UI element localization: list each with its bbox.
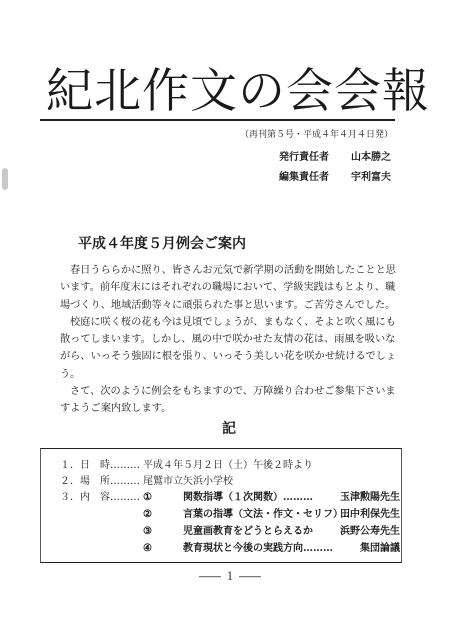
- scan-mark: [2, 168, 8, 190]
- item-topic: 言葉の指導（文法・作文・セリフ）…: [183, 509, 353, 520]
- item-topic: 関数指導（１次関数）………: [183, 492, 313, 503]
- date-label: １．日 時………: [60, 460, 140, 471]
- item-number: ④: [143, 543, 152, 554]
- notice-body: [60, 262, 400, 418]
- paragraph: 校庭に咲く桜の花も今は見頃でしょうが、まもなく、そよと吹く風にも散ってしまいます。しかし、風の中で咲かせた友情の花は、雨風を吸いながら、いっそう強固に根を張り、いっそう美しい花を咲かせ続けるでしょう。: [60, 316, 397, 380]
- details-box: [40, 448, 402, 563]
- place-value: 尾鷲市立矢浜小学校: [143, 476, 233, 487]
- item-topic: 教育現状と今後の実践方向………: [183, 543, 333, 554]
- paragraph: 春日うららかに照り、皆さんお元気で新学期の活動を開始したことと思います。前年度末にはそれぞれの職場において、学級実践はもとより、職場づくり、地域活動等々に頑張られた事と思います。ご苦労さんでした。: [60, 265, 396, 311]
- program-item: [143, 491, 400, 505]
- item-number: ②: [143, 509, 152, 520]
- staff-row-editor: [279, 168, 391, 188]
- staff-role: 編集責任者: [279, 172, 329, 183]
- program-item: [143, 508, 400, 522]
- staff-name: 山本勝之: [351, 152, 391, 163]
- item-number: ③: [143, 526, 152, 537]
- ki-heading: 記: [222, 421, 236, 437]
- page-number: ―― １ ――: [199, 570, 261, 583]
- place-label: ２．場 所………: [60, 476, 140, 487]
- staff-name: 宇利富夫: [351, 172, 391, 183]
- page-title: 紀北作文の会会報: [46, 64, 430, 119]
- notice-heading: 平成４年度５月例会ご案内: [78, 236, 246, 252]
- issue-info: （再刊第５号・平成４年４月４日発）: [239, 130, 393, 140]
- item-number: ①: [143, 492, 152, 503]
- program-item: [143, 525, 400, 539]
- item-presenter: 集団論議: [360, 543, 400, 554]
- program-item: [143, 542, 400, 556]
- item-presenter: 玉津勲陽先生: [340, 492, 400, 503]
- item-presenter: 浜野公寿先生: [340, 526, 400, 537]
- item-presenter: 田中利保先生: [340, 509, 400, 520]
- staff-block: [279, 148, 391, 188]
- item-topic: 児童画教育をどうとらえるか: [183, 526, 313, 537]
- paragraph: さて、次のように例会をもちますので、万障繰り合わせご参集下さいますようご案内致します。: [60, 386, 396, 415]
- date-value: 平成４年５月２日（土）午後２時より: [143, 460, 313, 471]
- content-label: ３．内 容………: [60, 492, 140, 503]
- title-rule: [40, 119, 395, 121]
- staff-row-publisher: [279, 148, 391, 168]
- staff-role: 発行責任者: [279, 152, 329, 163]
